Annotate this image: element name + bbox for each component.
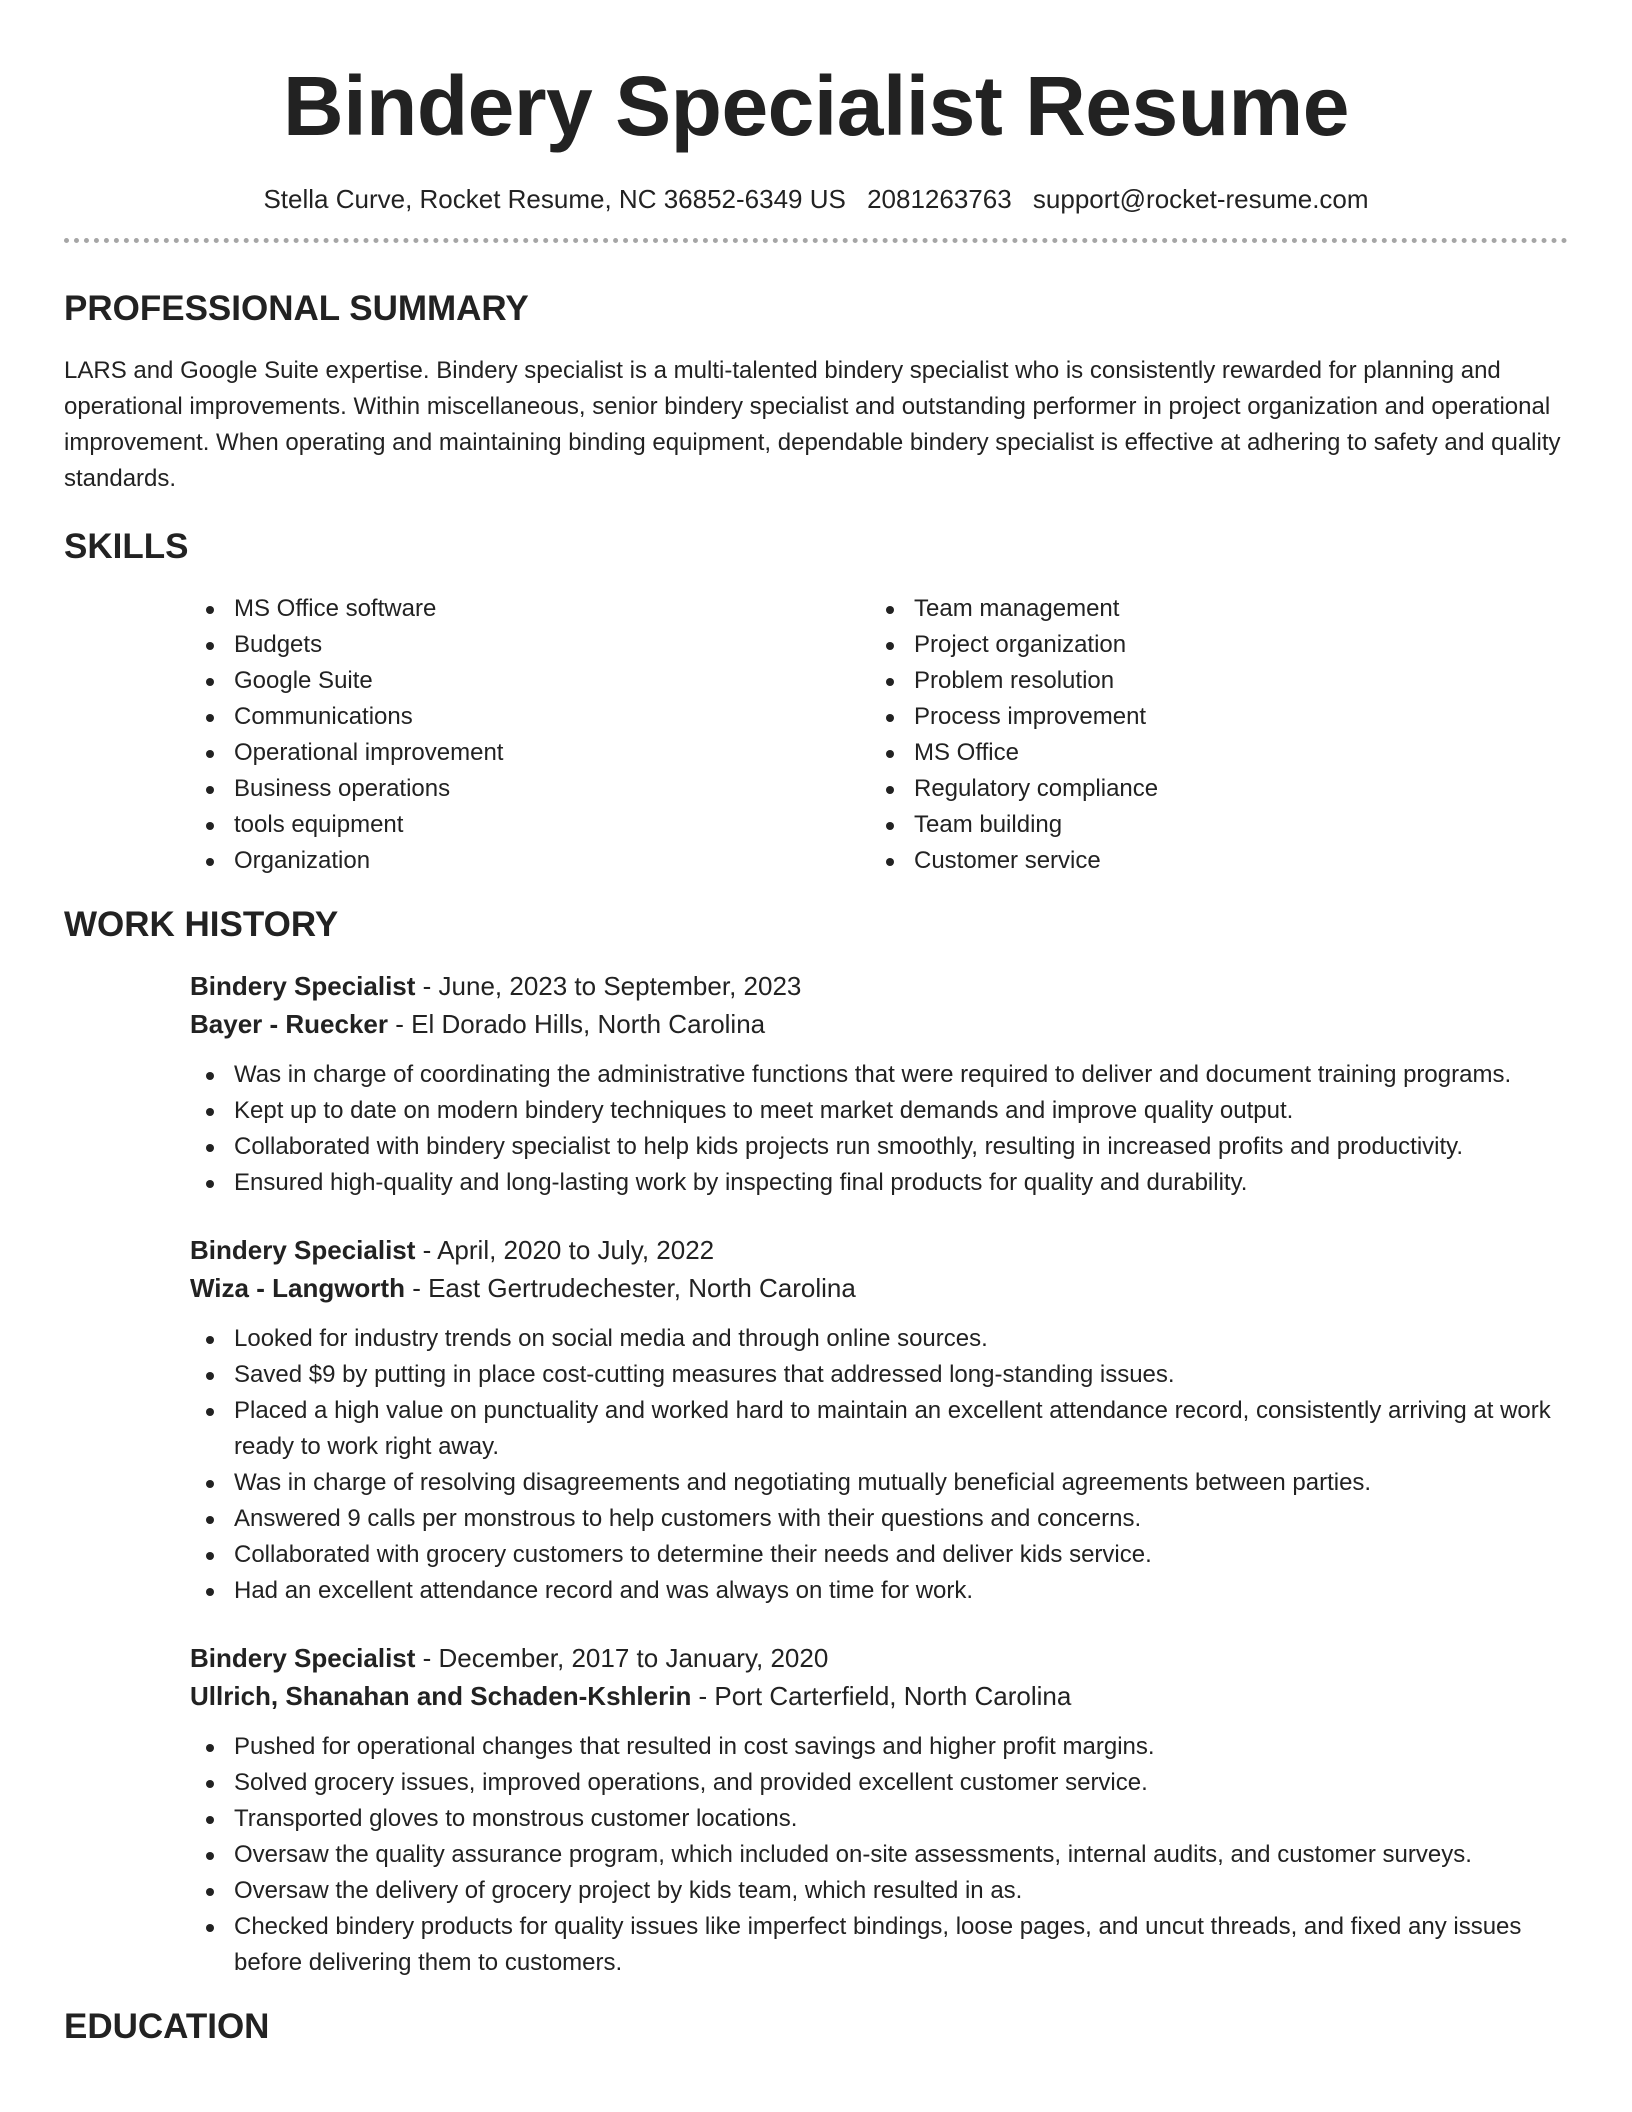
job-title-line <box>190 1231 1568 1269</box>
job-bullet: Collaborated with grocery customers to determine their needs and deliver kids service. <box>190 1537 1568 1573</box>
job-bullet: Placed a high value on punctuality and worked hard to maintain an excellent attendance record, consistently arriving at work ready to work right away. <box>190 1393 1568 1465</box>
job-bullet: Answered 9 calls per monstrous to help customers with their questions and concerns. <box>190 1501 1568 1537</box>
skill-item: Project organization <box>870 627 1550 663</box>
job-bullet: Oversaw the quality assurance program, which included on-site assessments, internal audits, and customer surveys. <box>190 1837 1568 1873</box>
skill-item: Problem resolution <box>870 663 1550 699</box>
job-bullet: Was in charge of resolving disagreements and negotiating mutually beneficial agreements between parties. <box>190 1465 1568 1501</box>
skill-item: Process improvement <box>870 699 1550 735</box>
job-company-line <box>190 1677 1568 1715</box>
job-bullet: Oversaw the delivery of grocery project by kids team, which resulted in as. <box>190 1873 1568 1909</box>
job-dates: - December, 2017 to January, 2020 <box>415 1643 829 1673</box>
summary-text: LARS and Google Suite expertise. Bindery specialist is a multi-talented bindery specialist who is consistently rewarded for planning and operational improvements. Within miscellaneous, senior bindery specialist and outstanding performer in project organization and operational improvement. When operating and maintaining binding equipment, dependable bindery specialist is effective at adhering to safety and quality standards. <box>64 357 1561 492</box>
skill-item: Regulatory compliance <box>870 771 1550 807</box>
job-entry <box>190 967 1568 1201</box>
skill-item: tools equipment <box>190 807 870 843</box>
resume-page <box>64 0 1568 2049</box>
skills-list-right <box>870 591 1550 879</box>
job-bullet: Transported gloves to monstrous customer locations. <box>190 1801 1568 1837</box>
job-company: Ullrich, Shanahan and Schaden-Kshlerin <box>190 1681 692 1711</box>
job-bullets <box>190 1729 1568 1981</box>
job-company-line <box>190 1269 1568 1307</box>
job-location: - El Dorado Hills, North Carolina <box>388 1009 766 1039</box>
skill-item: Organization <box>190 843 870 879</box>
job-bullet: Ensured high-quality and long-lasting work by inspecting final products for quality and durability. <box>190 1165 1568 1201</box>
job-bullets <box>190 1057 1568 1201</box>
skills-list-left <box>190 591 870 879</box>
resume-title: Bindery Specialist Resume <box>283 59 1349 153</box>
job-bullet: Kept up to date on modern bindery techniques to meet market demands and improve quality output. <box>190 1093 1568 1129</box>
job-dates: - June, 2023 to September, 2023 <box>415 971 802 1001</box>
skill-item: Team management <box>870 591 1550 627</box>
skill-item: MS Office software <box>190 591 870 627</box>
job-company: Wiza - Langworth <box>190 1273 405 1303</box>
skill-item: Business operations <box>190 771 870 807</box>
job-title-line <box>190 967 1568 1005</box>
contact-line <box>64 182 1568 216</box>
skills-columns <box>190 591 1568 879</box>
job-title: Bindery Specialist <box>190 971 416 1001</box>
job-title: Bindery Specialist <box>190 1235 416 1265</box>
summary-heading: PROFESSIONAL SUMMARY <box>64 289 529 328</box>
header-divider <box>64 238 1568 243</box>
job-bullet: Solved grocery issues, improved operations, and provided excellent customer service. <box>190 1765 1568 1801</box>
job-bullets <box>190 1321 1568 1609</box>
contact-email: support@rocket-resume.com <box>1032 184 1369 214</box>
job-title-line <box>190 1639 1568 1677</box>
job-bullet: Saved $9 by putting in place cost-cutting measures that addressed long-standing issues. <box>190 1357 1568 1393</box>
job-location: - East Gertrudechester, North Carolina <box>404 1273 856 1303</box>
job-entry <box>190 1639 1568 1981</box>
job-company: Bayer - Ruecker <box>190 1009 388 1039</box>
skill-item: MS Office <box>870 735 1550 771</box>
skill-item: Communications <box>190 699 870 735</box>
skill-item: Operational improvement <box>190 735 870 771</box>
skills-heading: SKILLS <box>64 527 189 566</box>
skill-item: Budgets <box>190 627 870 663</box>
job-bullet: Looked for industry trends on social media and through online sources. <box>190 1321 1568 1357</box>
skill-item: Customer service <box>870 843 1550 879</box>
job-entry <box>190 1231 1568 1609</box>
skill-item: Google Suite <box>190 663 870 699</box>
contact-phone: 2081263763 <box>867 184 1012 214</box>
job-company-line <box>190 1005 1568 1043</box>
job-title: Bindery Specialist <box>190 1643 416 1673</box>
skill-item: Team building <box>870 807 1550 843</box>
work-heading: WORK HISTORY <box>64 905 339 944</box>
job-bullet: Checked bindery products for quality issues like imperfect bindings, loose pages, and uncut threads, and fixed any issues before delivering them to customers. <box>190 1909 1568 1981</box>
contact-address: Stella Curve, Rocket Resume, NC 36852-6349 US <box>263 184 846 214</box>
job-location: - Port Carterfield, North Carolina <box>691 1681 1072 1711</box>
job-bullet: Had an excellent attendance record and was always on time for work. <box>190 1573 1568 1609</box>
job-bullet: Collaborated with bindery specialist to help kids projects run smoothly, resulting in increased profits and productivity. <box>190 1129 1568 1165</box>
education-heading: EDUCATION <box>64 2007 270 2046</box>
job-bullet: Was in charge of coordinating the administrative functions that were required to deliver and document training programs. <box>190 1057 1568 1093</box>
job-bullet: Pushed for operational changes that resulted in cost savings and higher profit margins. <box>190 1729 1568 1765</box>
job-dates: - April, 2020 to July, 2022 <box>415 1235 715 1265</box>
